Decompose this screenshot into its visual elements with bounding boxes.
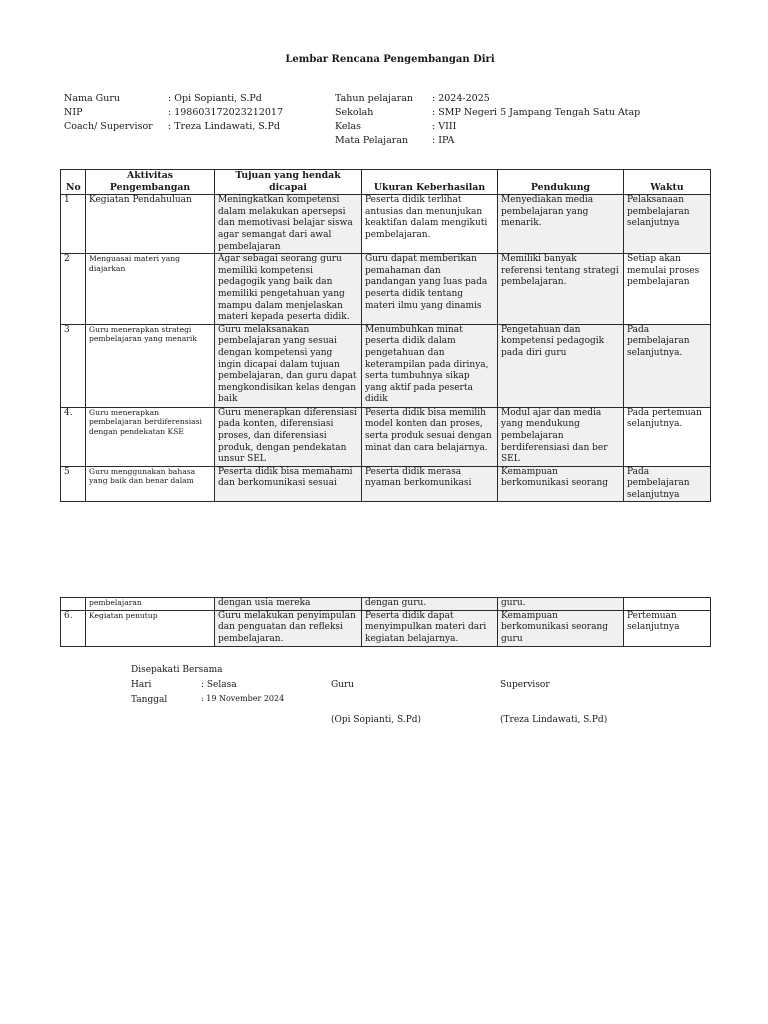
signature-block <box>0 663 768 743</box>
cell-pendukung: Pengetahuan dan kompetensi pedagogik pada diri guru <box>498 324 624 407</box>
cell-tujuan: Guru melakukan penyimpulan dan penguatan dan refleksi pembelajaran. <box>215 610 362 646</box>
cell-tujuan: Meningkatkan kompetensi dalam melakukan apersepsi dan memotivasi belajar siswa agar semangat dari awal pembelajaran <box>215 195 362 254</box>
date-value: : 19 November 2024 <box>201 694 285 703</box>
info-value-sekolah: : SMP Negeri 5 Jampang Tengah Satu Atap <box>432 107 641 118</box>
table-row <box>61 195 711 254</box>
table-row <box>61 598 711 611</box>
cell-tujuan: Agar sebagai seorang guru memiliki kompetensi pedagogik yang baik dan memiliki pengetahuan yang mampu dalam menjelaskan materi kepada peserta didik. <box>215 254 362 325</box>
cell-pendukung: Menyediakan media pembelajaran yang menarik. <box>498 195 624 254</box>
development-plan-table-continued <box>60 597 711 647</box>
table-row <box>61 610 711 646</box>
day-value: : Selasa <box>201 680 237 690</box>
header-no: No <box>61 170 86 195</box>
supervisor-name: (Treza Lindawati, S.Pd) <box>500 715 608 725</box>
cell-ukuran: Menumbuhkan minat peserta didik dalam pengetahuan dan keterampilan pada dirinya, serta tumbuhnya sikap yang aktif pada peserta didik <box>362 324 498 407</box>
header-tujuan: Tujuan yang hendak dicapai <box>215 170 362 195</box>
cell-waktu <box>624 598 711 611</box>
agreed-label: Disepakati Bersama <box>131 665 223 675</box>
table-row <box>61 466 711 502</box>
info-value-coach: : Treza Lindawati, S.Pd <box>168 121 280 132</box>
cell-pendukung: Kemampuan berkomunikasi seorang <box>498 466 624 502</box>
header-aktivitas: Aktivitas Pengembangan <box>86 170 215 195</box>
cell-aktivitas: Kegiatan penutup <box>86 610 215 646</box>
cell-ukuran: Peserta didik dapat menyimpulkan materi dari kegiatan belajarnya. <box>362 610 498 646</box>
cell-waktu: Setiap akan memulai proses pembelajaran <box>624 254 711 325</box>
cell-aktivitas: Guru menerapkan pembelajaran berdiferensiasi dengan pendekatan KSE <box>86 407 215 466</box>
cell-waktu: Pada pembelajaran selanjutnya <box>624 466 711 502</box>
info-value-mapel: : IPA <box>432 135 455 146</box>
cell-tujuan: Peserta didik bisa memahami dan berkomunikasi sesuai <box>215 466 362 502</box>
info-value-nama-guru: : Opi Sopianti, S.Pd <box>168 93 262 104</box>
info-label-nip: NIP <box>64 107 83 118</box>
info-label-nama-guru: Nama Guru <box>64 93 121 104</box>
cell-tujuan: dengan usia mereka <box>215 598 362 611</box>
cell-no <box>61 598 86 611</box>
cell-waktu: Pada pertemuan selanjutnya. <box>624 407 711 466</box>
cell-ukuran: dengan guru. <box>362 598 498 611</box>
cell-no: 3 <box>61 324 86 407</box>
cell-waktu: Pertemuan selanjutnya <box>624 610 711 646</box>
info-label-kelas: Kelas <box>335 121 362 132</box>
document-title: Lembar Rencana Pengembangan Diri <box>285 54 495 65</box>
table-row <box>61 254 711 325</box>
cell-pendukung: Kemampuan berkomunikasi seorang guru <box>498 610 624 646</box>
header-ukuran: Ukuran Keberhasilan <box>362 170 498 195</box>
info-value-tahun: : 2024-2025 <box>432 93 490 104</box>
info-label-mapel: Mata Pelajaran <box>335 135 409 146</box>
cell-no: 2 <box>61 254 86 325</box>
table-row <box>61 407 711 466</box>
info-value-kelas: : VIII <box>432 121 457 132</box>
cell-aktivitas: Guru menerapkan strategi pembelajaran yang menarik <box>86 324 215 407</box>
cell-ukuran: Guru dapat memberikan pemahaman dan pandangan yang luas pada peserta didik tentang materi ilmu yang dinamis <box>362 254 498 325</box>
info-label-coach: Coach/ Supervisor <box>64 121 153 132</box>
cell-no: 4. <box>61 407 86 466</box>
date-label: Tanggal <box>131 695 168 705</box>
cell-no: 6. <box>61 610 86 646</box>
info-label-tahun: Tahun pelajaran <box>335 93 413 104</box>
cell-ukuran: Peserta didik terlihat antusias dan menunjukan keaktifan dalam mengikuti pembelajaran. <box>362 195 498 254</box>
supervisor-role: Supervisor <box>500 680 550 690</box>
cell-aktivitas: Kegiatan Pendahuluan <box>86 195 215 254</box>
cell-aktivitas: Menguasai materi yang diajarkan <box>86 254 215 325</box>
cell-pendukung: Memiliki banyak referensi tentang strategi pembelajaran. <box>498 254 624 325</box>
cell-no: 5 <box>61 466 86 502</box>
day-label: Hari <box>131 680 152 690</box>
teacher-info <box>0 92 768 152</box>
info-label-sekolah: Sekolah <box>335 107 374 118</box>
cell-tujuan: Guru menerapkan diferensiasi pada konten, diferensiasi proses, dan diferensiasi produk, dengan pendekatan unsur SEL <box>215 407 362 466</box>
cell-pendukung: Modul ajar dan media yang mendukung pembelajaran berdiferensiasi dan ber SEL <box>498 407 624 466</box>
cell-pendukung: guru. <box>498 598 624 611</box>
cell-tujuan: Guru melaksanakan pembelajaran yang sesuai dengan kompetensi yang ingin dicapai dalam tujuan pembelajaran, dan guru dapat mengkondisikan kelas dengan baik <box>215 324 362 407</box>
header-pendukung: Pendukung <box>498 170 624 195</box>
table-row <box>61 324 711 407</box>
header-waktu: Waktu <box>624 170 711 195</box>
cell-waktu: Pada pembelajaran selanjutnya. <box>624 324 711 407</box>
cell-ukuran: Peserta didik bisa memilih model konten dan proses, serta produk sesuai dengan minat dan cara belajarnya. <box>362 407 498 466</box>
info-value-nip: : 198603172023212017 <box>168 107 284 118</box>
cell-aktivitas: Guru menggunakan bahasa yang baik dan benar dalam <box>86 466 215 502</box>
table-header-row <box>61 170 711 195</box>
development-plan-table <box>60 169 711 502</box>
teacher-role: Guru <box>331 680 355 690</box>
teacher-name: (Opi Sopianti, S.Pd) <box>331 715 422 725</box>
cell-ukuran: Peserta didik merasa nyaman berkomunikasi <box>362 466 498 502</box>
cell-waktu: Pelaksanaan pembelajaran selanjutnya <box>624 195 711 254</box>
cell-no: 1 <box>61 195 86 254</box>
cell-aktivitas: pembelajaran <box>86 598 215 611</box>
